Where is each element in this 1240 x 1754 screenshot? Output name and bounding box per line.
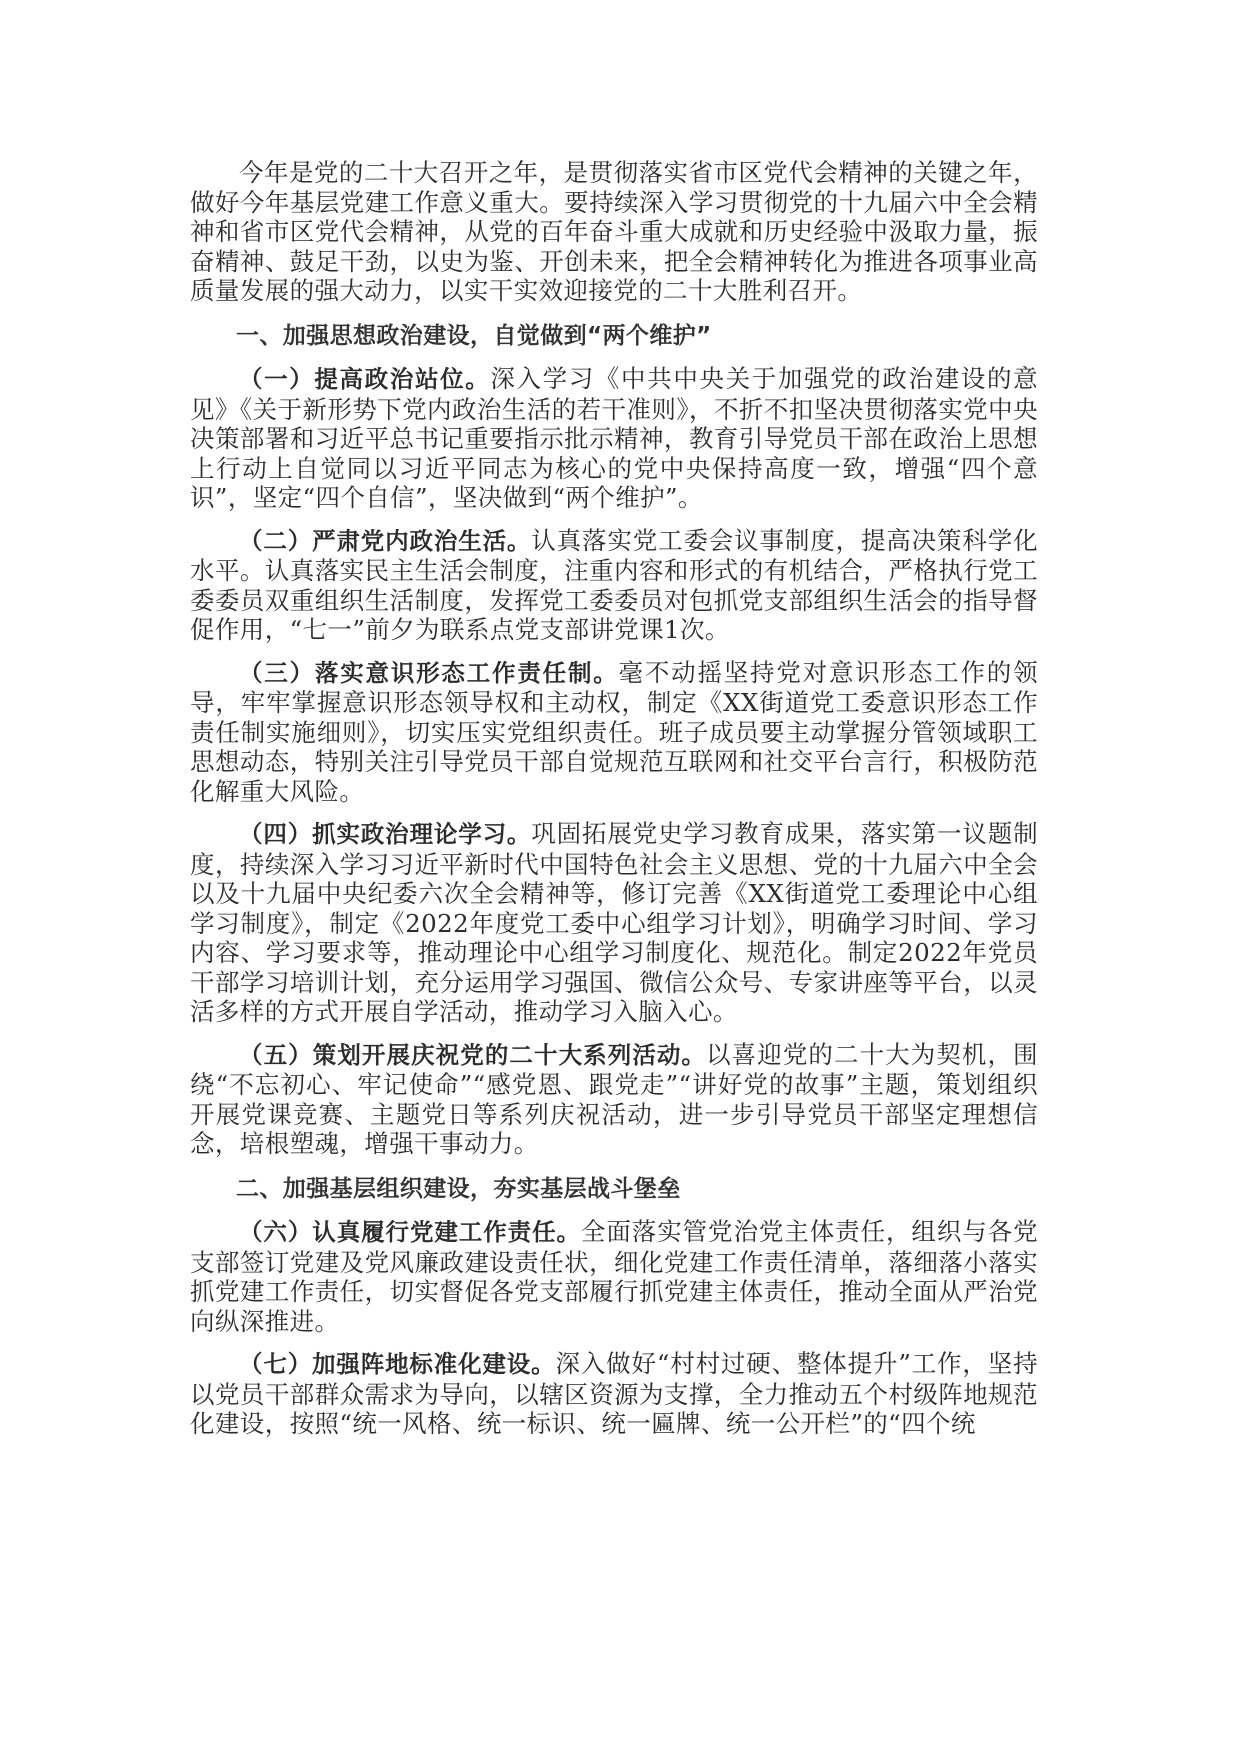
item-5-title: （五）策划开展庆祝党的二十大系列活动。 [239, 1040, 707, 1069]
item-6-body: 全面落实管党治党主体责任，组织与各党支部签订党建及党风廉政建设责任状，细化党建工作责任清单，落细落小落实抓党建工作责任，切实督促各党支部履行抓党建主体责任，推动全面从严治党向纵深推进。 [190, 1217, 1038, 1336]
item-2-body: 认真落实党工委会议事制度，提高决策科学化水平。认真落实民主生活会制度，注重内容和形式的有机结合，严格执行党工委委员双重组织生活制度，发挥党工委委员对包抓党支部组织生活会的指导督促作用，“七一”前夕为联系点党支部讲党课1次。 [190, 525, 1038, 644]
item-5-paragraph [190, 1040, 1038, 1159]
item-4-title: （四）抓实政治理论学习。 [239, 820, 532, 848]
item-7-body: 深入做好“村村过硬、整体提升”工作，坚持以党员干部群众需求为导向，以辖区资源为支撑，全力推动五个村级阵地规范化建设，按照“统一风格、统一标识、统一匾牌、统一公开栏”的“四个统 [190, 1349, 1038, 1438]
item-3-title: （三）落实意识形态工作责任制。 [239, 658, 619, 687]
intro-paragraph: 今年是党的二十大召开之年，是贯彻落实省市区党代会精神的关键之年，做好今年基层党建工作意义重大。要持续深入学习贯彻党的十九届六中全会精神和省市区党代会精神，从党的百年奋斗重大成就和历史经验中汲取力量，振奋精神、鼓足干劲，以史为鉴、开创未来，把全会精神转化为推进各项事业高质量发展的强大动力，以实干实效迎接党的二十大胜利召开。 [190, 158, 1038, 305]
item-1-title: （一）提高政治站位。 [239, 365, 491, 393]
item-3-paragraph [190, 658, 1038, 807]
item-4-body: 巩固拓展党史学习教育成果，落实第一议题制度，持续深入学习习近平新时代中国特色社会主义思想、党的十九届六中全会以及十九届中央纪委六次全会精神等，修订完善《XX街道党工委理论中心组学习制度》，制定《2022年度党工委中心组学习计划》，明确学习时间、学习内容、学习要求等，推动理论中心组学习制度化、规范化。制定2022年党员干部学习培训计划，充分运用学习强国、微信公众号、专家讲座等平台，以灵活多样的方式开展自学活动，推动学习入脑入心。 [190, 819, 1038, 1026]
item-3-body: 毫不动摇坚持党对意识形态工作的领导，牢牢掌握意识形态领导权和主动权，制定《XX街道党工委意识形态工作责任制实施细则》，切实压实党组织责任。班子成员要主动掌握分管领域职工思想动态，特别关注引导党员干部自觉规范互联网和社交平台言行，积极防范化解重大风险。 [190, 657, 1038, 806]
document-page [190, 158, 1038, 1439]
item-1-body: 深入学习《中共中央关于加强党的政治建设的意见》《关于新形势下党内政治生活的若干准则》，不折不扣坚决贯彻落实党中央决策部署和习近平总书记重要指示批示精神，教育引导党员干部在政治上思想上行动上自觉同以习近平同志为核心的党中央保持高度一致，增强“四个意识”，坚定“四个自信”，坚决做到“两个维护”。 [190, 364, 1039, 512]
section-1-heading: 一、加强思想政治建设，自觉做到“两个维护” [236, 322, 712, 349]
item-7-paragraph [190, 1349, 1038, 1439]
item-7-title: （七）加强阵地标准化建设。 [239, 1350, 556, 1378]
item-6-paragraph [190, 1217, 1038, 1336]
item-2-title: （二）严肃党内政治生活。 [239, 526, 532, 555]
item-4-paragraph [190, 819, 1038, 1027]
item-6-title: （六）认真履行党建工作责任。 [239, 1218, 581, 1246]
section-2-heading: 二、加强基层组织建设，夯实基层战斗堡垒 [236, 1175, 681, 1202]
item-1-paragraph [190, 364, 1038, 513]
item-5-body: 以喜迎党的二十大为契机，围绕“不忘初心、牢记使命”“感党恩、跟党走”“讲好党的故事”主题，策划组织开展党课竞赛、主题党日等系列庆祝活动，进一步引导党员干部坚定理想信念，培根塑魂，增强干事动力。 [190, 1039, 1038, 1158]
item-2-paragraph [190, 526, 1038, 645]
